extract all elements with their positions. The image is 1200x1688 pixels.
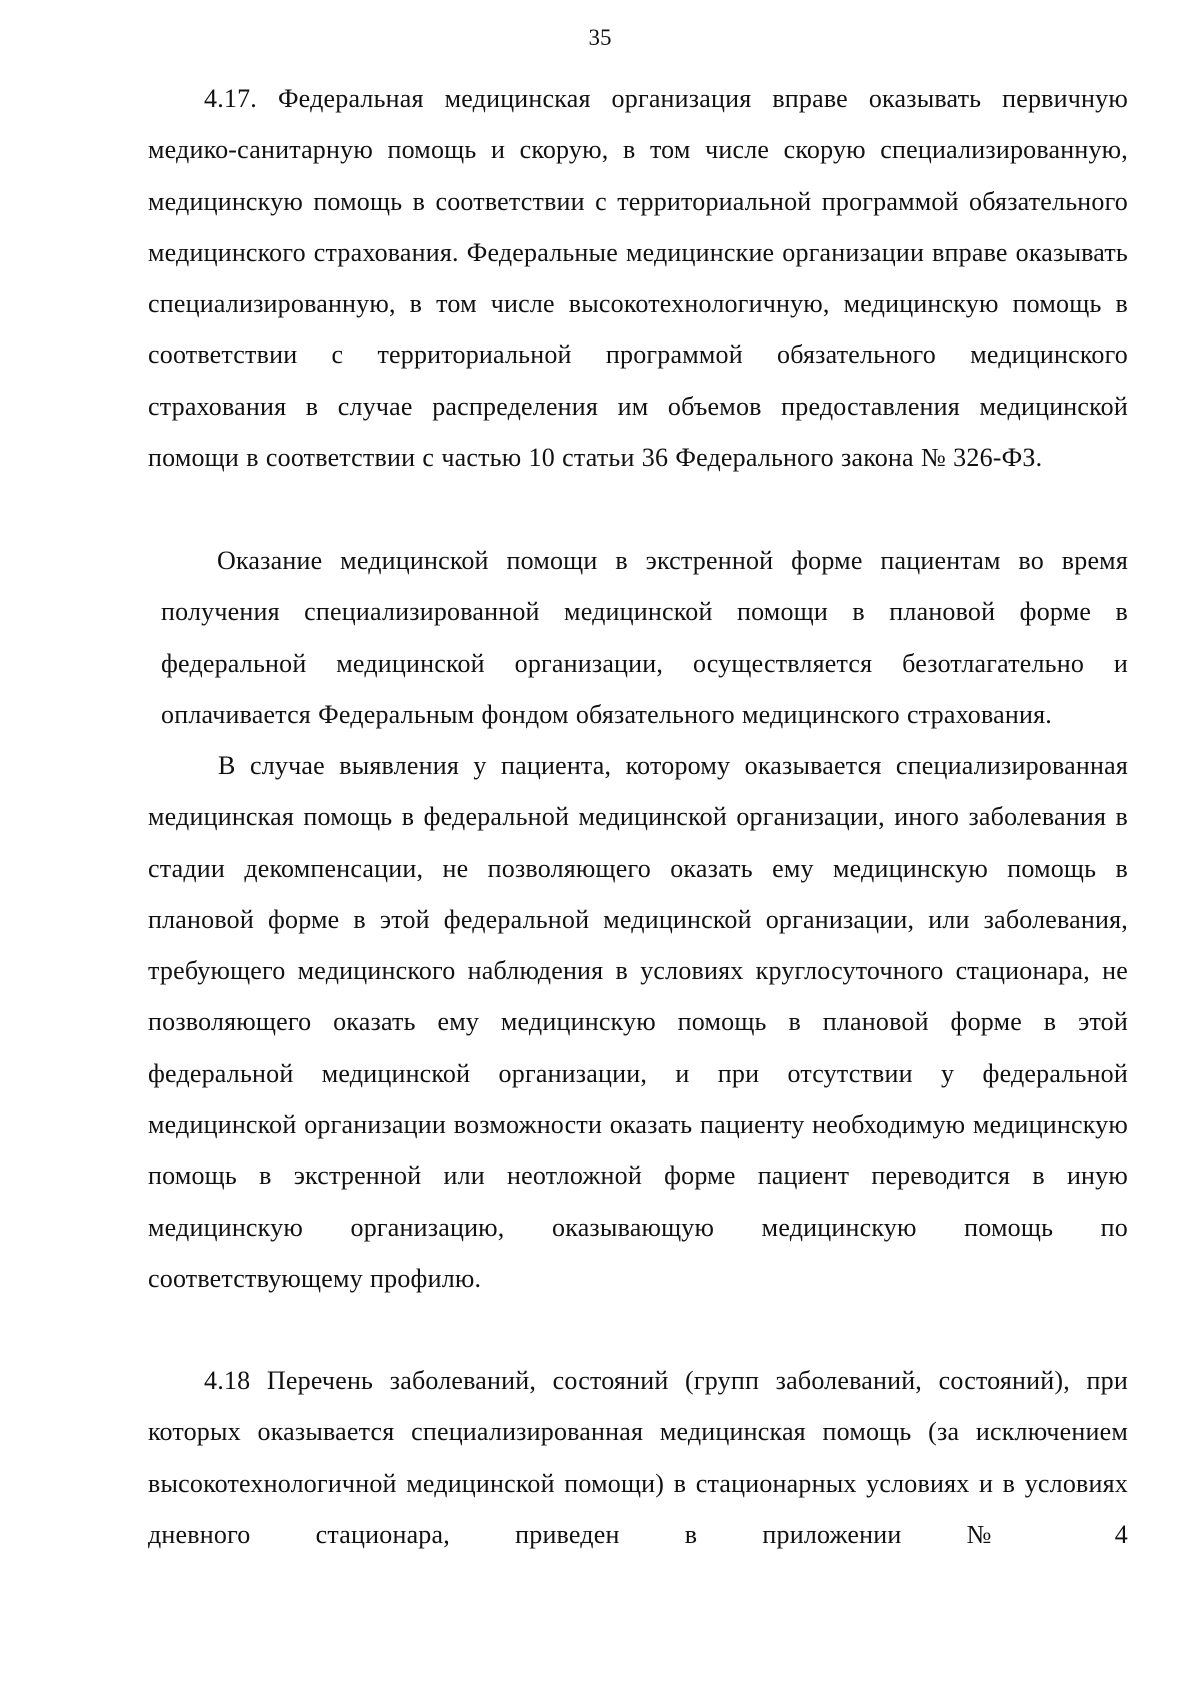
paragraph-patient-transfer: В случае выявления у пациента, которому оказывается специализированная медицинская помощь в федеральной медицинской организации, иного заболевания в стадии декомпенсации, не позволяющего оказать ему медицинскую помощь в плановой форме в этой федеральной медицинской организации, или заболевания, требующего медицинского наблюдения в условиях круглосуточного стационара, не позволяющего оказать ему медицинскую помощь в плановой форме в этой федеральной медицинской организации, и при отсутствии у федеральной медицинской организации возможности оказать пациенту необходимую медицинскую помощь в экстренной или неотложной форме пациент переводится в иную медицинскую организацию, оказывающую медицинскую помощь по соответствующему профилю.: [148, 751, 1128, 1293]
paragraph-emergency-care: Оказание медицинской помощи в экстренной форме пациентам во время получения специализированной медицинской помощи в плановой форме в федеральной медицинской организации, осуществляется безотлагательно и оплачивается Федеральным фондом обязательного медицинского страхования.: [161, 546, 1128, 729]
page-number: 35: [588, 25, 612, 50]
paragraph-4-17: 4.17. Федеральная медицинская организация вправе оказывать первичную медико-санитарную помощь и скорую, в том числе скорую специализированную, медицинскую помощь в соответствии с территориальной программой обязательного медицинского страхования. Федеральные медицинские организации вправе оказывать специализированную, в том числе высокотехнологичную, медицинскую помощь в соответствии с территориальной программой обязательного медицинского страхования в случае распределения им объемов предоставления медицинской помощи в соответствии с частью 10 статьи 36 Федерального закона № 326-ФЗ.: [148, 84, 1128, 473]
paragraph-4-18: 4.18 Перечень заболеваний, состояний (групп заболеваний, состояний), при которых оказывается специализированная медицинская помощь (за исключением высокотехнологичной медицинской помощи) в стационарных условиях и в условиях дневного стационара, приведен в приложении № 4: [148, 1366, 1128, 1549]
